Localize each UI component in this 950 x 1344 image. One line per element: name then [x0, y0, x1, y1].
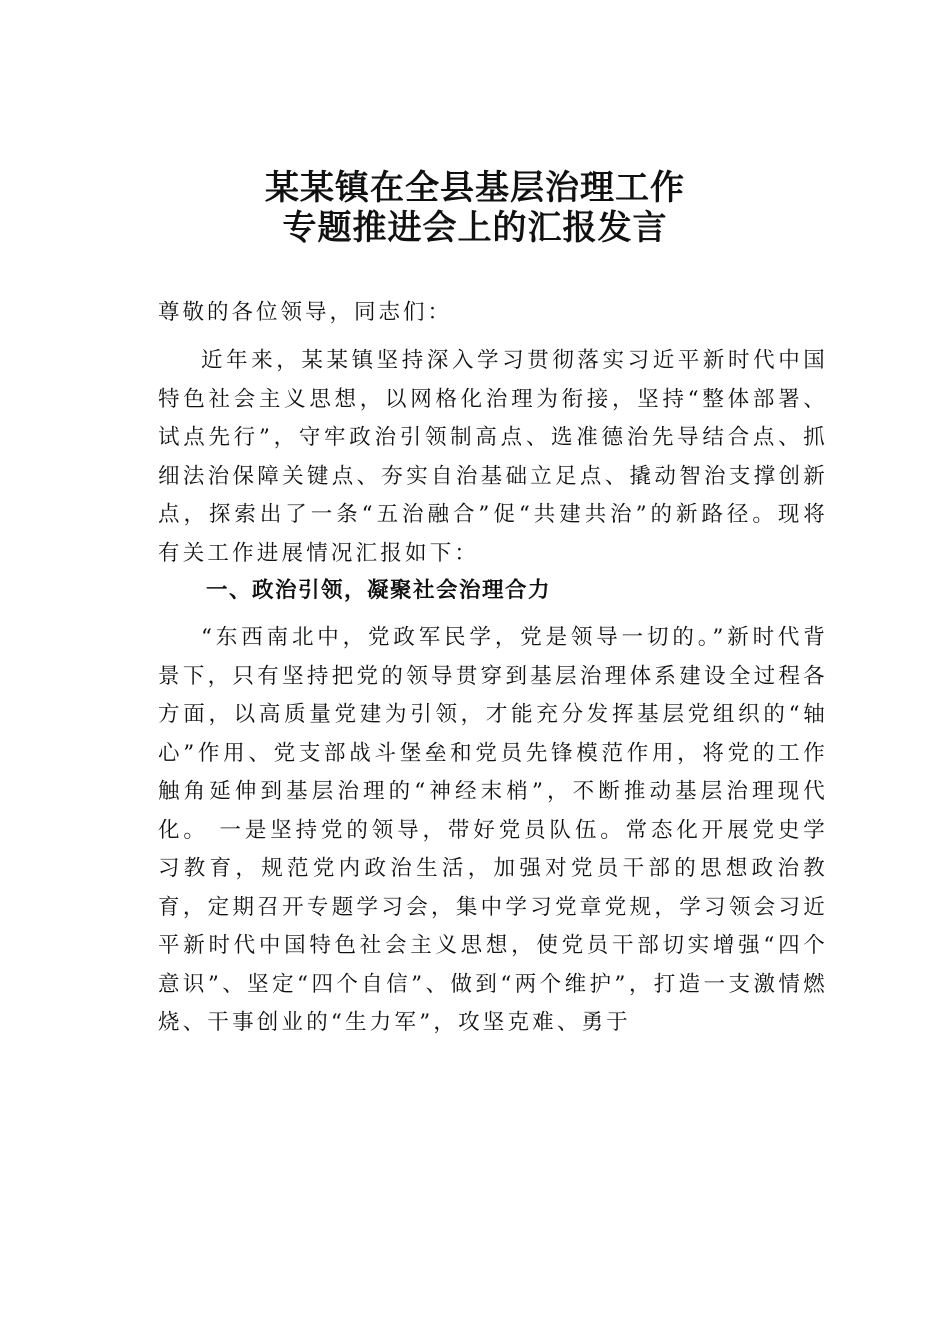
paragraph-section-1: “东西南北中，党政军民学，党是领导一切的。”新时代背景下，只有坚持把党的领导贯穿到基层治理体系建设全过程各方面，以高质量党建为引领，才能充分发挥基层党组织的“轴心”作用、党支部战斗堡垒和党员先锋模范作用，将党的工作触角延伸到基层治理的“神经末梢”，不断推动基层治理现代化。 一是坚持党的领导，带好党员队伍。常态化开展党史学习教育，规范党内政治生活，加强对党员干部的思想政治教育，定期召开专题学习会，集中学习党章党规，学习领会习近平新时代中国特色社会主义思想，使党员干部切实增强“四个意识”、坚定“四个自信”、做到“两个维护”，打造一支激情燃烧、干事创业的“生力军”，攻坚克难、勇于 [158, 625, 828, 1035]
section-heading-1: 一、政治引领，凝聚社会治理合力 [206, 578, 552, 603]
salutation: 尊敬的各位领导，同志们： [158, 300, 453, 325]
document-title-line1: 某某镇在全县基层治理工作 [265, 168, 685, 208]
paragraph-intro: 近年来，某某镇坚持深入学习贯彻落实习近平新时代中国特色社会主义思想，以网格化治理为衔接，坚持“整体部署、试点先行”，守牢政治引领制高点、选准德治先导结合点、抓细法治保障关键点、夯实自治基础立足点、撬动智治支撑创新点，探索出了一条“五治融合”促“共建共治”的新路径。现将有关工作进展情况汇报如下： [158, 348, 828, 566]
document-title-line2: 专题推进会上的汇报发言 [282, 208, 668, 248]
